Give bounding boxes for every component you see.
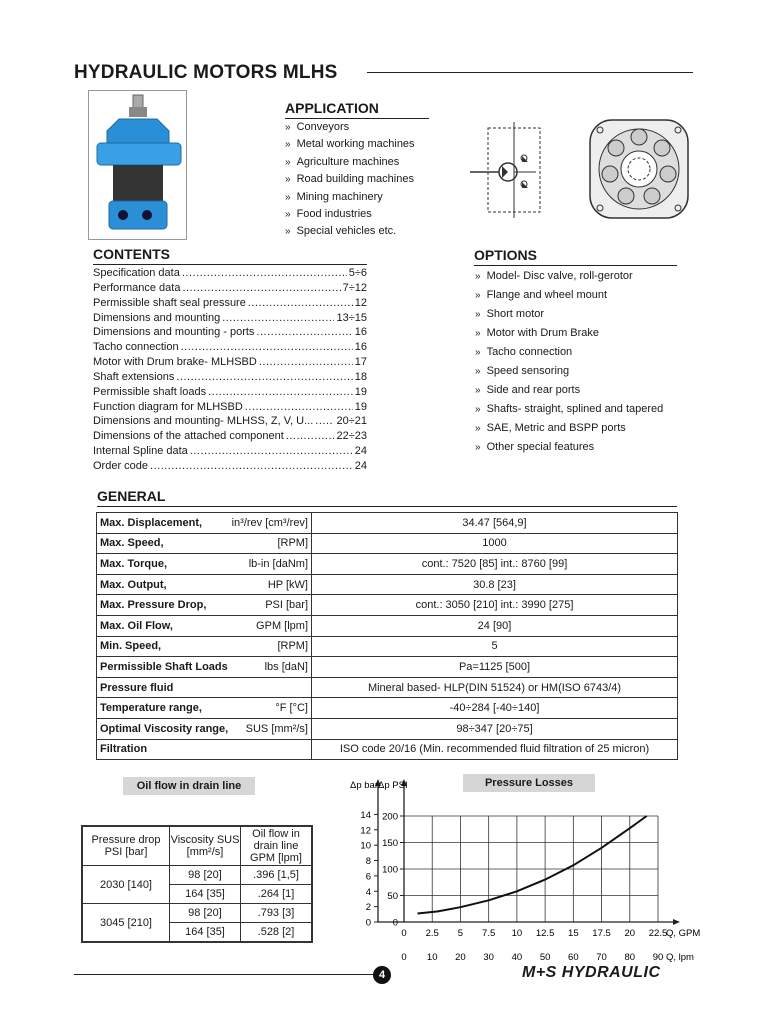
- spec-value: 5: [312, 636, 678, 657]
- list-item: » Metal working machines: [285, 138, 415, 155]
- toc-label: Shaft extensions: [93, 370, 175, 383]
- table-cell: .793 [3]: [241, 904, 312, 923]
- toc-page: 20÷21: [336, 415, 367, 428]
- spec-key: [97, 698, 312, 719]
- table-cell: 98 [20]: [170, 904, 241, 923]
- toc-label: Dimensions and mounting- MLHSS, Z, V, U...: [93, 415, 314, 428]
- table-cell: 2030 [140]: [83, 866, 170, 904]
- spec-key: [97, 615, 312, 636]
- x2-tick-label: 90: [652, 952, 664, 963]
- list-item: » Mining machinery: [285, 191, 415, 208]
- spec-unit: GPM [lpm]: [256, 619, 308, 632]
- toc-page: 5÷6: [348, 267, 367, 279]
- chart-title: Pressure Losses: [463, 774, 595, 792]
- spec-label: Temperature range,: [100, 702, 202, 715]
- drain-table: [82, 826, 312, 942]
- table-cell: .528 [2]: [241, 923, 312, 942]
- spec-value: 34.47 [564,9]: [312, 513, 678, 534]
- spec-unit: [RPM]: [277, 640, 308, 653]
- spec-value: -40÷284 [-40÷140]: [312, 698, 678, 719]
- toc-row: [93, 415, 367, 430]
- list-item: » Speed sensoring: [475, 365, 663, 384]
- list-item: » Shafts- straight, splined and tapered: [475, 403, 663, 422]
- y-psi-tick-label: 50: [387, 891, 398, 902]
- list-item: » Motor with Drum Brake: [475, 327, 663, 346]
- spec-unit: HP [kW]: [267, 578, 308, 591]
- x2-tick-label: 10: [426, 952, 438, 963]
- list-item: » Food industries: [285, 208, 415, 225]
- x2-tick-label: 20: [455, 952, 466, 963]
- drain-heading: Oil flow in drain line: [123, 777, 255, 795]
- toc-row: [93, 267, 367, 282]
- x-axis-label: Q, GPM: [666, 928, 700, 939]
- x-tick-label: 0: [401, 928, 407, 939]
- spec-key: [97, 595, 312, 616]
- x-axis-arrow: [673, 919, 680, 925]
- y-psi-tick-label: 100: [382, 864, 398, 876]
- spec-key: [97, 636, 312, 657]
- x-tick-label: 22.5: [648, 928, 668, 939]
- table-row: [97, 677, 678, 698]
- spec-key: [97, 657, 312, 678]
- y-bar-tick-label: 12: [360, 825, 371, 837]
- toc-label: Performance data: [93, 281, 181, 294]
- pressure-loss-chart: [340, 776, 700, 968]
- toc-page: 18: [354, 370, 367, 383]
- spec-value: ISO code 20/16 (Min. recommended fluid filtration of 25 micron): [312, 739, 678, 760]
- list-item: » Special vehicles etc.: [285, 225, 415, 242]
- spec-key: [97, 718, 312, 739]
- x2-tick-label: 0: [401, 952, 407, 963]
- y-bar-tick-label: 14: [360, 809, 371, 821]
- toc-label: Order code: [93, 459, 149, 472]
- spec-label: Filtration: [100, 743, 148, 756]
- y-bar-tick-label: 10: [360, 840, 371, 852]
- spec-key: [97, 533, 312, 554]
- y-bar-tick-label: 8: [365, 856, 371, 868]
- spec-value: 98÷347 [20÷75]: [312, 718, 678, 739]
- toc-label: Permissible shaft loads: [93, 385, 207, 398]
- table-row: [97, 554, 678, 575]
- toc-page: 17: [354, 356, 367, 369]
- y-axis-label-bar: Δp bar: [350, 780, 378, 791]
- title-rule: [367, 72, 693, 73]
- table-row: [97, 698, 678, 719]
- spec-key: [97, 554, 312, 575]
- toc-row: [93, 297, 367, 312]
- spec-label: Max. Torque,: [100, 557, 168, 570]
- table-row: [97, 657, 678, 678]
- x2-tick-label: 80: [624, 952, 636, 963]
- toc-page: 7÷12: [342, 281, 367, 294]
- toc-row: [93, 282, 367, 297]
- table-row: [97, 718, 678, 739]
- series-line: [418, 816, 647, 914]
- spec-value: Pa=1125 [500]: [312, 657, 678, 678]
- spec-label: Max. Oil Flow,: [100, 619, 173, 632]
- brand-logo: M+S HYDRAULIC: [522, 964, 661, 981]
- table-row: [97, 595, 678, 616]
- toc-row: [93, 312, 367, 327]
- table-cell: 164 [35]: [170, 885, 241, 904]
- x2-tick-label: 40: [511, 952, 523, 963]
- toc-page: 24: [354, 445, 367, 458]
- table-row: [97, 615, 678, 636]
- list-item: » Other special features: [475, 441, 663, 460]
- list-item: » Short motor: [475, 308, 663, 327]
- hydraulic-symbol-diagram: [466, 122, 546, 218]
- list-item: » Road building machines: [285, 173, 415, 190]
- application-list: [285, 121, 415, 243]
- toc-row: [93, 386, 367, 401]
- toc-row: [93, 371, 367, 386]
- toc-page: 24: [354, 459, 367, 472]
- spec-value: 24 [90]: [312, 615, 678, 636]
- general-spec-table: [96, 512, 678, 760]
- spec-value: cont.: 7520 [85] int.: 8760 [99]: [312, 554, 678, 575]
- toc-row: [93, 430, 367, 445]
- spec-unit: in³/rev [cm³/rev]: [231, 516, 308, 529]
- x-tick-label: 15: [568, 928, 579, 939]
- table-row: [83, 866, 312, 885]
- toc-row: [93, 445, 367, 460]
- options-list: [475, 270, 663, 460]
- x2-tick-label: 50: [539, 952, 551, 963]
- x-tick-label: 5: [457, 928, 464, 939]
- gerotor-drawing: [588, 118, 690, 220]
- spec-label: Pressure fluid: [100, 681, 174, 694]
- list-item: » SAE, Metric and BSPP ports: [475, 422, 663, 441]
- spec-unit: [RPM]: [277, 537, 308, 550]
- page-number: 4: [373, 966, 391, 984]
- spec-unit: PSI [bar]: [265, 599, 308, 612]
- table-header-row: [83, 827, 312, 866]
- spec-key: [97, 574, 312, 595]
- y-bar-tick-label: 4: [365, 886, 371, 898]
- y-bar-tick-label: 0: [365, 917, 371, 929]
- spec-value: Mineral based- HLP(DIN 51524) or HM(ISO 6743/4): [312, 677, 678, 698]
- toc-page: 16: [354, 341, 367, 354]
- list-item: » Side and rear ports: [475, 384, 663, 403]
- spec-label: Max. Displacement,: [100, 516, 203, 529]
- table-cell: .264 [1]: [241, 885, 312, 904]
- toc-label: Specification data: [93, 267, 180, 279]
- column-header: Pressure drop PSI [bar]: [83, 827, 170, 866]
- toc-label: Internal Spline data: [93, 445, 188, 458]
- table-row: [97, 533, 678, 554]
- toc-label: Permissible shaft seal pressure: [93, 296, 246, 309]
- list-item: » Conveyors: [285, 121, 415, 138]
- spec-value: 30.8 [23]: [312, 574, 678, 595]
- toc-row: [93, 356, 367, 371]
- spec-label: Max. Output,: [100, 578, 167, 591]
- spec-unit: lb-in [daNm]: [248, 557, 308, 570]
- table-cell: 164 [35]: [170, 923, 241, 942]
- spec-label: Min. Speed,: [100, 640, 162, 653]
- spec-value: 1000: [312, 533, 678, 554]
- list-item: » Flange and wheel mount: [475, 289, 663, 308]
- toc-row: [93, 326, 367, 341]
- motor-image: [89, 91, 186, 239]
- x-tick-label: 10: [511, 928, 523, 939]
- toc-label: Function diagram for MLHSBD: [93, 400, 243, 413]
- application-heading: APPLICATION: [285, 100, 429, 119]
- x-tick-label: 12.5: [535, 928, 555, 939]
- toc-row: [93, 341, 367, 356]
- y-psi-tick-label: 200: [382, 811, 398, 823]
- toc-label: Dimensions of the attached component: [93, 430, 284, 443]
- options-heading: OPTIONS: [474, 247, 677, 266]
- y-psi-tick-label: 150: [382, 838, 398, 849]
- toc-label: Dimensions and mounting - ports: [93, 326, 255, 339]
- page-title: HYDRAULIC MOTORS MLHS: [74, 62, 338, 83]
- spec-key: [97, 677, 312, 698]
- toc-page: 12: [354, 296, 367, 309]
- spec-label: Permissible Shaft Loads: [100, 660, 228, 673]
- spec-key: [97, 513, 312, 534]
- column-header: Oil flow in drain line GPM [lpm]: [241, 827, 312, 866]
- spec-unit: lbs [daN]: [264, 660, 308, 673]
- toc-page: 22÷23: [336, 430, 367, 443]
- table-row: [97, 513, 678, 534]
- column-header: Viscosity SUS [mm²/s]: [170, 827, 241, 866]
- toc-row: [93, 460, 367, 475]
- y-psi-tick-label: 0: [392, 917, 398, 929]
- toc-row: [93, 401, 367, 416]
- toc-page: 19: [354, 385, 367, 398]
- toc-label: Motor with Drum brake- MLHSBD: [93, 356, 257, 369]
- x-tick-label: 7.5: [482, 928, 496, 939]
- list-item: » Tacho connection: [475, 346, 663, 365]
- x2-axis-label: Q, lpm: [666, 952, 694, 963]
- table-row: [97, 574, 678, 595]
- contents-heading: CONTENTS: [93, 246, 367, 265]
- toc-page: 13÷15: [336, 311, 367, 324]
- motor-photo: [88, 90, 187, 240]
- spec-unit: °F [°C]: [275, 702, 308, 715]
- spec-key: [97, 739, 312, 760]
- table-row: [83, 904, 312, 923]
- x2-tick-label: 60: [568, 952, 579, 963]
- list-item: » Agriculture machines: [285, 156, 415, 173]
- toc-page: 16: [354, 326, 367, 339]
- x-tick-label: 2.5: [425, 928, 439, 939]
- footer-rule: [74, 974, 374, 975]
- general-heading: GENERAL: [97, 488, 677, 507]
- spec-value: cont.: 3050 [210] int.: 3990 [275]: [312, 595, 678, 616]
- table-of-contents: [93, 267, 367, 475]
- y-bar-tick-label: 2: [365, 902, 371, 914]
- spec-label: Optimal Viscosity range,: [100, 722, 229, 735]
- toc-label: Dimensions and mounting: [93, 311, 221, 324]
- toc-label: Tacho connection: [93, 341, 179, 354]
- table-cell: 98 [20]: [170, 866, 241, 885]
- y-bar-tick-label: 6: [365, 871, 371, 883]
- y-axis-label-psi: Δp PSI: [378, 780, 408, 791]
- x-tick-label: 20: [624, 928, 636, 939]
- toc-page: 19: [354, 400, 367, 413]
- table-cell: 3045 [210]: [83, 904, 170, 942]
- x2-tick-label: 30: [483, 952, 494, 963]
- x-tick-label: 17.5: [592, 928, 611, 939]
- table-row: [97, 739, 678, 760]
- spec-label: Max. Speed,: [100, 537, 164, 550]
- table-row: [97, 636, 678, 657]
- spec-unit: SUS [mm²/s]: [245, 722, 308, 735]
- x2-tick-label: 70: [596, 952, 607, 963]
- table-cell: .396 [1,5]: [241, 866, 312, 885]
- spec-label: Max. Pressure Drop,: [100, 599, 207, 612]
- list-item: » Model- Disc valve, roll-gerotor: [475, 270, 663, 289]
